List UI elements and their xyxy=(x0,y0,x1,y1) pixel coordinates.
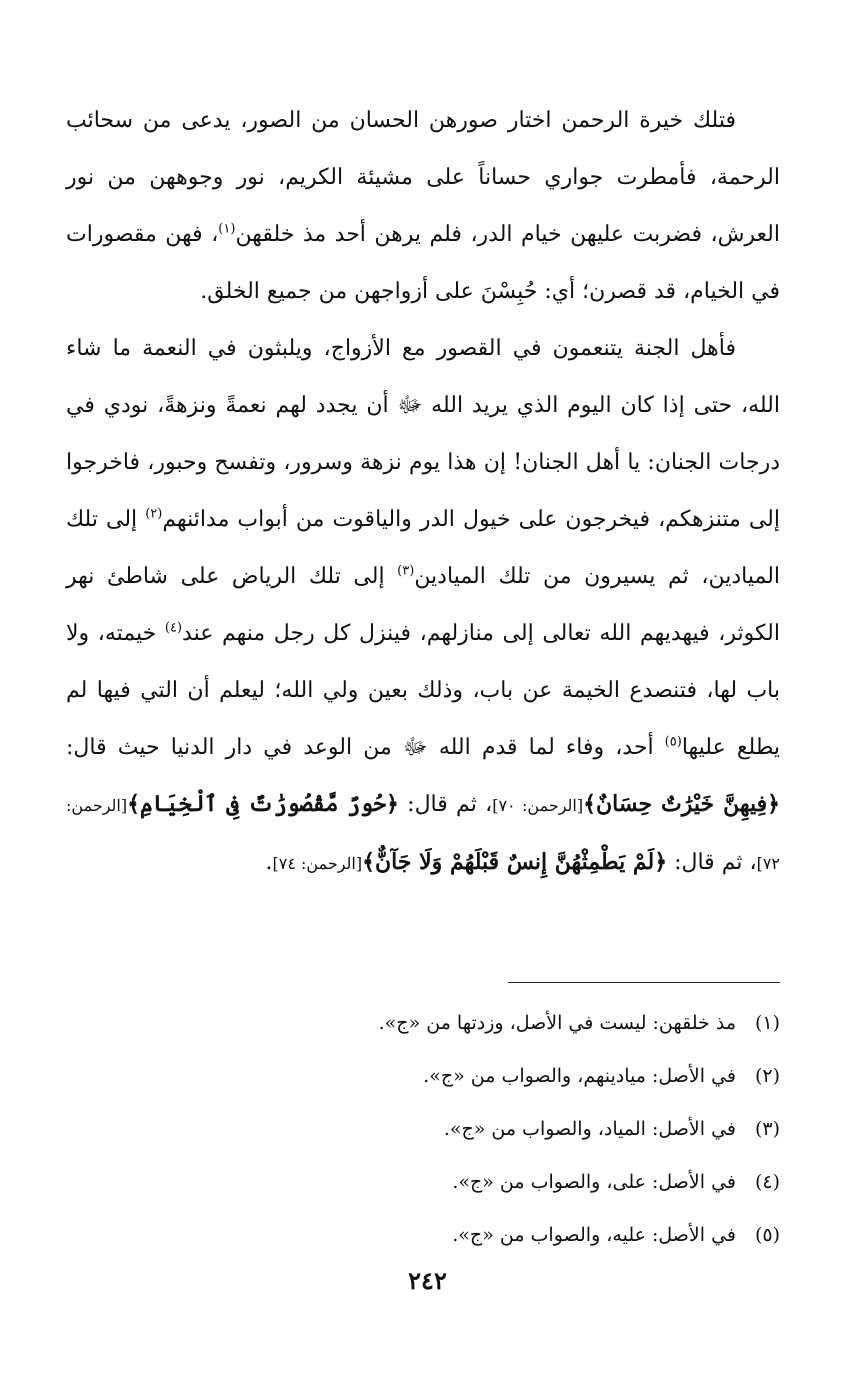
footnote-5 xyxy=(80,1215,780,1268)
verse-citation-2: [الرحمن: ٧٢] xyxy=(66,796,780,873)
footnote-number: (٥) xyxy=(754,1224,780,1246)
footnote-2 xyxy=(80,1056,780,1109)
footnote-number: (٣) xyxy=(754,1118,780,1140)
footnote-ref-5: (٥) xyxy=(664,734,682,750)
footnote-3 xyxy=(80,1109,780,1162)
verse-citation-3: [الرحمن: ٧٤] xyxy=(272,854,363,873)
footnote-1 xyxy=(80,1003,780,1056)
footnote-ref-1: (١) xyxy=(218,221,236,237)
paragraph-text: أحد، وفاء لما قدم الله ﷻ من الوعد في دار الدنيا حيث قال: xyxy=(66,735,665,760)
footnote-ref-2: (٢) xyxy=(145,506,163,522)
paragraph-text: ، ثم قال: xyxy=(667,850,757,875)
footnote-text: في الأصل: على، والصواب من «ج». xyxy=(452,1171,736,1193)
paragraph-text: فأهل الجنة يتنعمون في القصور مع الأزواج، ويلبثون في النعمة ما شاء الله، حتى إذا كان اليوم الذي يريد الله ﷻ أن يجدد لهم نعمةً ونزهةً، نودي في درجات الجنان: يا أهل الجنان! إن هذا يوم نزهة وسرور، وتفسح وحبور، فاخرجوا إلى متنزهكم، فيخرجون على خيول الدر والياقوت من أبواب مدائنهم xyxy=(66,336,780,532)
paragraph-2 xyxy=(66,320,780,892)
paragraph-text: إلى تلك الرياض على شاطئ نهر الكوثر، فيهديهم الله تعالى إلى منازلهم، فينزل كل رجل منهم عند xyxy=(66,564,780,646)
footnote-number: (٢) xyxy=(754,1065,780,1087)
quran-verse-1: ﴿فِيهِنَّ خَيْرَٰتٌ حِسَانٌ﴾ xyxy=(583,791,781,817)
page-number: ٢٤٢ xyxy=(408,1266,447,1295)
paragraph-1 xyxy=(66,92,780,320)
footnote-number: (٤) xyxy=(754,1171,780,1193)
footnote-divider xyxy=(508,982,780,983)
footnote-4 xyxy=(80,1162,780,1215)
verse-citation-1: [الرحمن: ٧٠] xyxy=(492,796,584,815)
quran-verse-3: ﴿لَمْ يَطْمِثْهُنَّ إِنسٌ قَبْلَهُمْ وَلَا جَآنٌّ﴾ xyxy=(362,849,668,875)
footnote-text: في الأصل: عليه، والصواب من «ج». xyxy=(452,1224,736,1246)
main-text xyxy=(66,92,780,892)
paragraph-text: ، ثم قال: xyxy=(398,792,493,817)
paragraph-text: إلى تلك الميادين، ثم يسيرون من تلك الميادين xyxy=(66,507,781,589)
footnote-text: في الأصل: المياد، والصواب من «ج». xyxy=(443,1118,736,1140)
footnotes xyxy=(80,1003,780,1268)
footnote-number: (١) xyxy=(754,1012,780,1034)
footnote-ref-4: (٤) xyxy=(164,620,183,636)
paragraph-text: فتلك خيرة الرحمن اختار صورهن الحسان من الصور، يدعى من سحائب الرحمة، فأمطرت جواري حساناً على مشيئة الكريم، نور وجوههن من نور العرش، فضربت عليهن خيام الدر، فلم يرهن أحد مذ خلقهن xyxy=(66,108,780,247)
paragraph-text: ، فهن مقصورات في الخيام، قد قصرن؛ أي: حُبِسْنَ على أزواجهن من جميع الخلق. xyxy=(66,222,780,304)
paragraph-text: . xyxy=(265,850,273,875)
footnote-ref-3: (٣) xyxy=(397,563,415,579)
footnote-text: في الأصل: ميادينهم، والصواب من «ج». xyxy=(423,1065,736,1087)
paragraph-text: خيمته، ولا باب لها، فتنصدع الخيمة عن باب، وذلك بعين ولي الله؛ ليعلم أن التي فيها لم يطلع عليها xyxy=(66,621,781,760)
quran-verse-2: ﴿حُورٌ مَّقْصُورَٰتٌ فِى ٱلْخِيَامِ﴾ xyxy=(127,791,399,817)
footnote-text: مذ خلقهن: ليست في الأصل، وزدتها من «ج». xyxy=(378,1012,736,1034)
